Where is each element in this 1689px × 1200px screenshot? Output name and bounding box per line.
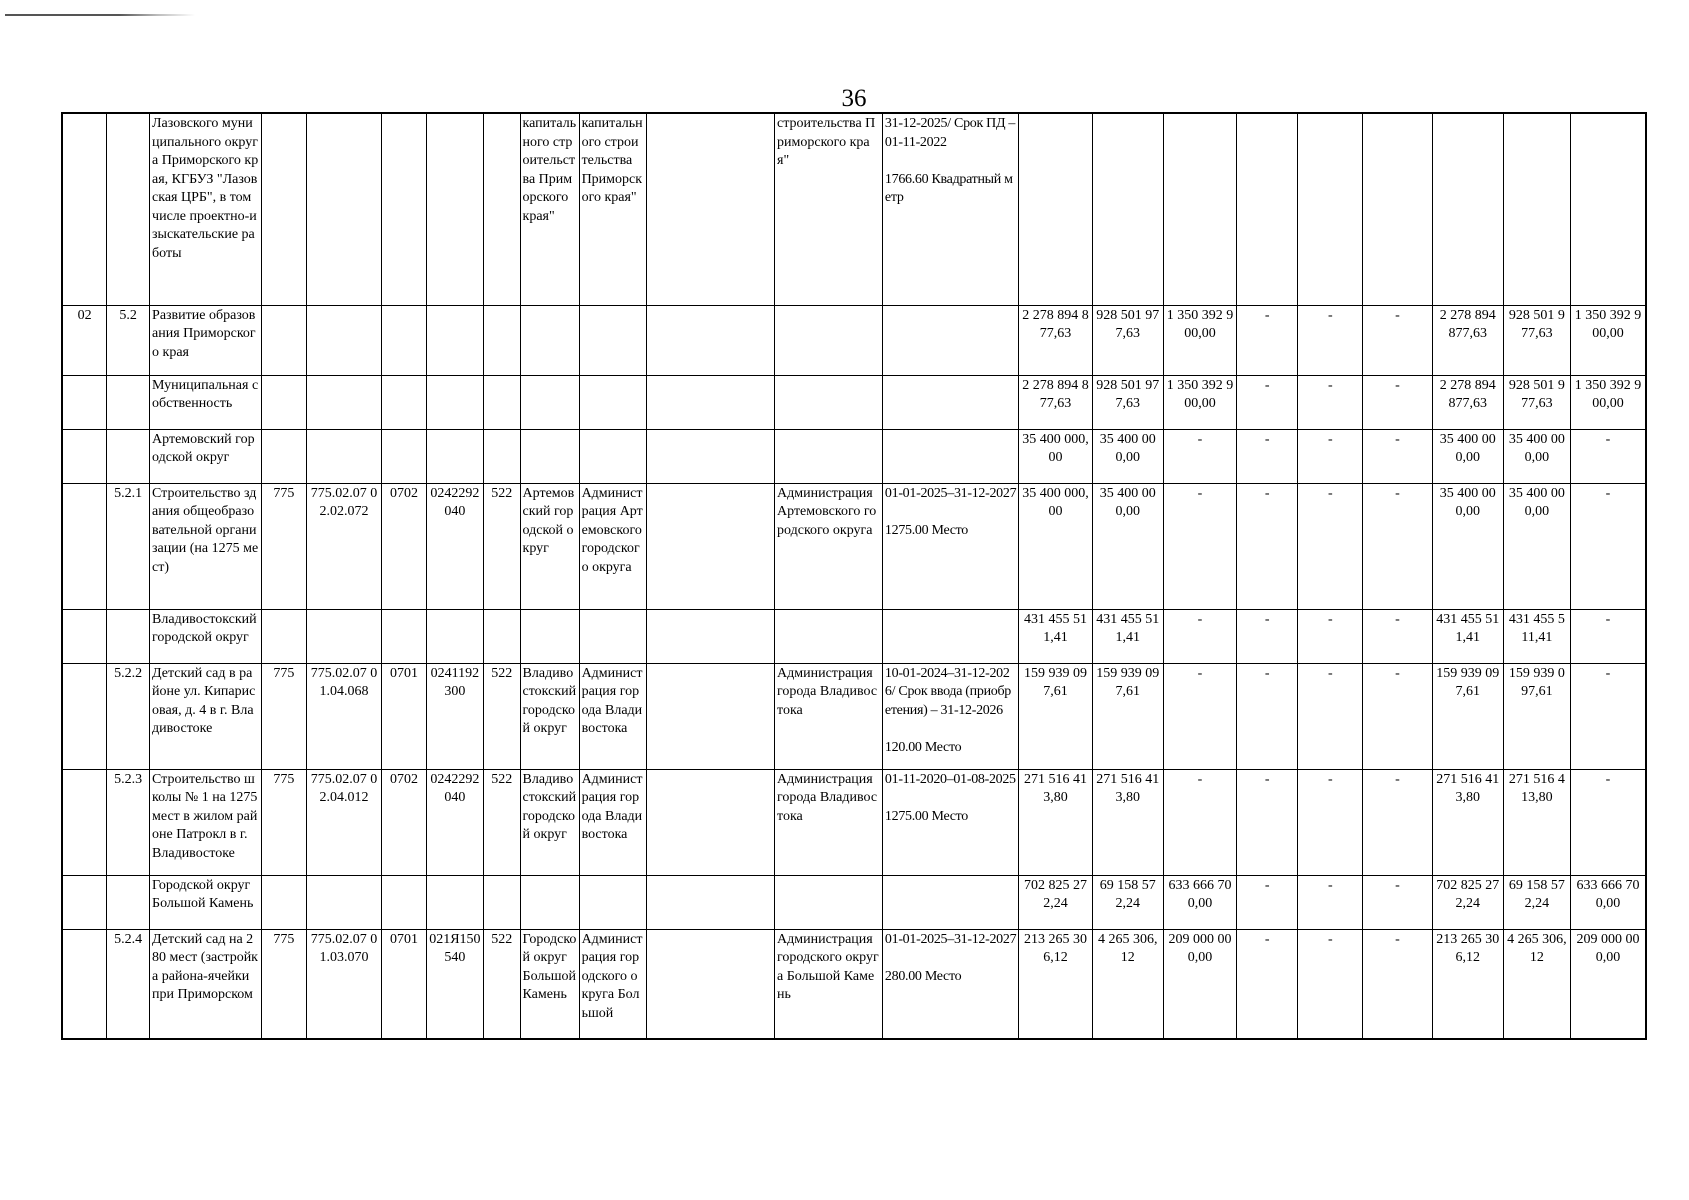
- dash-cell-1: -: [1237, 929, 1298, 1039]
- period-cell: 01-11-2020–01-08-2025 1275.00 Место: [882, 769, 1018, 875]
- table-row: [62, 483, 1646, 609]
- total-all-cell: 35 400 000,00: [1432, 483, 1503, 609]
- row-number-cell: [62, 769, 107, 875]
- object-name-cell: Владивостокский городской округ: [150, 609, 262, 663]
- table-row: [62, 929, 1646, 1039]
- grbs-code-cell: [262, 875, 307, 929]
- csr-code-cell: [306, 609, 381, 663]
- executor-cell: [775, 305, 883, 375]
- kcsr-code-cell: 0242292040: [426, 769, 483, 875]
- total-federal-cell: -: [1571, 663, 1646, 769]
- method-cell: [646, 875, 774, 929]
- kcsr-code-cell: [426, 875, 483, 929]
- csr-code-cell: 775.02.07 01.03.070: [306, 929, 381, 1039]
- total-regional-cell: 4 265 306,12: [1503, 929, 1570, 1039]
- value-federal-cell: -: [1163, 429, 1236, 483]
- vr-code-cell: [483, 875, 520, 929]
- object-name-cell: Строительство здания общеобразовательной организации (на 1275 мест): [150, 483, 262, 609]
- value-total-cell: 35 400 000,00: [1019, 429, 1092, 483]
- executor-cell: [775, 375, 883, 429]
- section-code-cell: [107, 875, 150, 929]
- dash-cell-2: -: [1298, 483, 1363, 609]
- period-cell: 01-01-2025–31-12-2027 1275.00 Место: [882, 483, 1018, 609]
- method-cell: [646, 375, 774, 429]
- total-all-cell: 431 455 511,41: [1432, 609, 1503, 663]
- section-code-cell: [107, 375, 150, 429]
- total-all-cell: 271 516 413,80: [1432, 769, 1503, 875]
- dash-cell-2: -: [1298, 663, 1363, 769]
- recipient-cell: [520, 305, 579, 375]
- dash-cell-2: -: [1298, 929, 1363, 1039]
- rz-code-cell: 0701: [382, 929, 427, 1039]
- value-federal-cell: -: [1163, 663, 1236, 769]
- method-cell: [646, 113, 774, 305]
- row-number-cell: [62, 483, 107, 609]
- dash-cell-1: -: [1237, 305, 1298, 375]
- total-federal-cell: 209 000 000,00: [1571, 929, 1646, 1039]
- grbs-code-cell: 775: [262, 929, 307, 1039]
- method-cell: [646, 663, 774, 769]
- row-number-cell: [62, 663, 107, 769]
- dash-cell-2: -: [1298, 375, 1363, 429]
- total-federal-cell: 1 350 392 900,00: [1571, 305, 1646, 375]
- kcsr-code-cell: [426, 113, 483, 305]
- recipient-cell: капитального строительства Приморского края": [520, 113, 579, 305]
- value-total-cell: 271 516 413,80: [1019, 769, 1092, 875]
- rz-code-cell: 0702: [382, 483, 427, 609]
- customer-cell: Администрация города Владивостока: [579, 663, 646, 769]
- object-name-cell: Лазовского муниципального округа Приморского края, КГБУЗ "Лазовская ЦРБ", в том числе проектно-изыскательские работы: [150, 113, 262, 305]
- total-all-cell: 702 825 272,24: [1432, 875, 1503, 929]
- method-cell: [646, 483, 774, 609]
- section-code-cell: [107, 429, 150, 483]
- recipient-cell: [520, 375, 579, 429]
- total-federal-cell: -: [1571, 769, 1646, 875]
- method-cell: [646, 769, 774, 875]
- table-row: [62, 875, 1646, 929]
- dash-cell-3: -: [1363, 875, 1432, 929]
- row-number-cell: [62, 609, 107, 663]
- total-regional-cell: 159 939 097,61: [1503, 663, 1570, 769]
- table-row: [62, 375, 1646, 429]
- table-row: [62, 769, 1646, 875]
- dash-cell-2: -: [1298, 429, 1363, 483]
- total-all-cell: 213 265 306,12: [1432, 929, 1503, 1039]
- dash-cell-1: -: [1237, 483, 1298, 609]
- csr-code-cell: [306, 875, 381, 929]
- grbs-code-cell: [262, 305, 307, 375]
- dash-cell-1: [1237, 113, 1298, 305]
- period-cell: [882, 875, 1018, 929]
- object-name-cell: Развитие образования Приморского края: [150, 305, 262, 375]
- dash-cell-3: -: [1363, 609, 1432, 663]
- row-number-cell: [62, 875, 107, 929]
- value-regional-cell: 928 501 977,63: [1092, 375, 1163, 429]
- customer-cell: Администрация городского округа Большой: [579, 929, 646, 1039]
- value-total-cell: 702 825 272,24: [1019, 875, 1092, 929]
- csr-code-cell: [306, 375, 381, 429]
- customer-cell: [579, 429, 646, 483]
- grbs-code-cell: [262, 609, 307, 663]
- total-federal-cell: -: [1571, 483, 1646, 609]
- period-cell: [882, 305, 1018, 375]
- total-all-cell: 159 939 097,61: [1432, 663, 1503, 769]
- recipient-cell: [520, 609, 579, 663]
- value-federal-cell: -: [1163, 769, 1236, 875]
- dash-cell-3: -: [1363, 375, 1432, 429]
- kcsr-code-cell: [426, 375, 483, 429]
- table-row: [62, 429, 1646, 483]
- dash-cell-2: -: [1298, 769, 1363, 875]
- csr-code-cell: 775.02.07 02.02.072: [306, 483, 381, 609]
- customer-cell: Администрация Артемовского городского округа: [579, 483, 646, 609]
- value-regional-cell: 159 939 097,61: [1092, 663, 1163, 769]
- table-body: [62, 113, 1646, 1039]
- executor-cell: [775, 609, 883, 663]
- value-federal-cell: 633 666 700,00: [1163, 875, 1236, 929]
- executor-cell: строительства Приморского края": [775, 113, 883, 305]
- recipient-cell: Городской округ Большой Камень: [520, 929, 579, 1039]
- total-federal-cell: 1 350 392 900,00: [1571, 375, 1646, 429]
- value-regional-cell: 928 501 977,63: [1092, 305, 1163, 375]
- total-regional-cell: 928 501 977,63: [1503, 305, 1570, 375]
- customer-cell: [579, 609, 646, 663]
- object-name-cell: Артемовский городской округ: [150, 429, 262, 483]
- value-total-cell: 431 455 511,41: [1019, 609, 1092, 663]
- dash-cell-3: -: [1363, 305, 1432, 375]
- rz-code-cell: 0702: [382, 769, 427, 875]
- value-federal-cell: [1163, 113, 1236, 305]
- dash-cell-3: -: [1363, 429, 1432, 483]
- executor-cell: Администрация городского округа Большой Камень: [775, 929, 883, 1039]
- total-federal-cell: 633 666 700,00: [1571, 875, 1646, 929]
- value-regional-cell: 35 400 000,00: [1092, 483, 1163, 609]
- period-cell: 31-12-2025/ Срок ПД – 01-11-2022 1766.60 Квадратный метр: [882, 113, 1018, 305]
- value-total-cell: 35 400 000,00: [1019, 483, 1092, 609]
- total-all-cell: [1432, 113, 1503, 305]
- total-federal-cell: -: [1571, 609, 1646, 663]
- row-number-cell: 02: [62, 305, 107, 375]
- rz-code-cell: [382, 609, 427, 663]
- value-total-cell: 213 265 306,12: [1019, 929, 1092, 1039]
- table-row: [62, 113, 1646, 305]
- kcsr-code-cell: [426, 429, 483, 483]
- grbs-code-cell: 775: [262, 769, 307, 875]
- total-federal-cell: -: [1571, 429, 1646, 483]
- kcsr-code-cell: 0241192300: [426, 663, 483, 769]
- value-federal-cell: 1 350 392 900,00: [1163, 375, 1236, 429]
- recipient-cell: [520, 429, 579, 483]
- total-regional-cell: 35 400 000,00: [1503, 429, 1570, 483]
- value-total-cell: 159 939 097,61: [1019, 663, 1092, 769]
- vr-code-cell: [483, 113, 520, 305]
- executor-cell: Администрация города Владивостока: [775, 663, 883, 769]
- method-cell: [646, 305, 774, 375]
- vr-code-cell: 522: [483, 769, 520, 875]
- total-all-cell: 2 278 894 877,63: [1432, 375, 1503, 429]
- csr-code-cell: [306, 113, 381, 305]
- total-all-cell: 35 400 000,00: [1432, 429, 1503, 483]
- recipient-cell: Владивостокский городской округ: [520, 663, 579, 769]
- kcsr-code-cell: [426, 609, 483, 663]
- object-name-cell: Детский сад на 280 мест (застройка района-ячейки при Приморском: [150, 929, 262, 1039]
- value-total-cell: [1019, 113, 1092, 305]
- rz-code-cell: [382, 375, 427, 429]
- value-federal-cell: 209 000 000,00: [1163, 929, 1236, 1039]
- vr-code-cell: [483, 609, 520, 663]
- row-number-cell: [62, 375, 107, 429]
- customer-cell: [579, 875, 646, 929]
- object-name-cell: Муниципальная собственность: [150, 375, 262, 429]
- vr-code-cell: 522: [483, 483, 520, 609]
- table-row: [62, 609, 1646, 663]
- method-cell: [646, 929, 774, 1039]
- recipient-cell: Артемовский городской округ: [520, 483, 579, 609]
- section-code-cell: 5.2: [107, 305, 150, 375]
- value-regional-cell: [1092, 113, 1163, 305]
- dash-cell-3: -: [1363, 769, 1432, 875]
- grbs-code-cell: [262, 113, 307, 305]
- customer-cell: [579, 375, 646, 429]
- total-all-cell: 2 278 894 877,63: [1432, 305, 1503, 375]
- budget-table: [61, 112, 1647, 1040]
- rz-code-cell: [382, 305, 427, 375]
- csr-code-cell: 775.02.07 01.04.068: [306, 663, 381, 769]
- total-regional-cell: 35 400 000,00: [1503, 483, 1570, 609]
- customer-cell: капитального строительства Приморского края": [579, 113, 646, 305]
- csr-code-cell: 775.02.07 02.04.012: [306, 769, 381, 875]
- section-code-cell: [107, 609, 150, 663]
- value-total-cell: 2 278 894 877,63: [1019, 375, 1092, 429]
- total-regional-cell: 928 501 977,63: [1503, 375, 1570, 429]
- table-row: [62, 305, 1646, 375]
- dash-cell-3: -: [1363, 483, 1432, 609]
- rz-code-cell: [382, 429, 427, 483]
- executor-cell: [775, 429, 883, 483]
- rz-code-cell: [382, 875, 427, 929]
- value-total-cell: 2 278 894 877,63: [1019, 305, 1092, 375]
- total-federal-cell: [1571, 113, 1646, 305]
- value-federal-cell: -: [1163, 483, 1236, 609]
- total-regional-cell: 271 516 413,80: [1503, 769, 1570, 875]
- vr-code-cell: 522: [483, 929, 520, 1039]
- dash-cell-1: -: [1237, 375, 1298, 429]
- customer-cell: Администрация города Владивостока: [579, 769, 646, 875]
- period-cell: 10-01-2024–31-12-2026/ Срок ввода (приобретения) – 31-12-2026 120.00 Место: [882, 663, 1018, 769]
- dash-cell-3: -: [1363, 663, 1432, 769]
- total-regional-cell: [1503, 113, 1570, 305]
- dash-cell-2: [1298, 113, 1363, 305]
- vr-code-cell: [483, 305, 520, 375]
- executor-cell: Администрация города Владивостока: [775, 769, 883, 875]
- object-name-cell: Городской округ Большой Камень: [150, 875, 262, 929]
- vr-code-cell: [483, 375, 520, 429]
- dash-cell-2: -: [1298, 609, 1363, 663]
- vr-code-cell: [483, 429, 520, 483]
- customer-cell: [579, 305, 646, 375]
- value-regional-cell: 35 400 000,00: [1092, 429, 1163, 483]
- period-cell: [882, 609, 1018, 663]
- kcsr-code-cell: 0242292040: [426, 483, 483, 609]
- section-code-cell: [107, 113, 150, 305]
- section-code-cell: 5.2.2: [107, 663, 150, 769]
- dash-cell-3: [1363, 113, 1432, 305]
- period-cell: 01-01-2025–31-12-2027 280.00 Место: [882, 929, 1018, 1039]
- section-code-cell: 5.2.3: [107, 769, 150, 875]
- recipient-cell: [520, 875, 579, 929]
- method-cell: [646, 609, 774, 663]
- total-regional-cell: 69 158 572,24: [1503, 875, 1570, 929]
- row-number-cell: [62, 429, 107, 483]
- recipient-cell: Владивостокский городской округ: [520, 769, 579, 875]
- csr-code-cell: [306, 305, 381, 375]
- dash-cell-1: -: [1237, 663, 1298, 769]
- dash-cell-1: -: [1237, 429, 1298, 483]
- object-name-cell: Детский сад в районе ул. Кипарисовая, д. 4 в г. Владивостоке: [150, 663, 262, 769]
- value-regional-cell: 4 265 306,12: [1092, 929, 1163, 1039]
- value-federal-cell: 1 350 392 900,00: [1163, 305, 1236, 375]
- grbs-code-cell: [262, 375, 307, 429]
- kcsr-code-cell: [426, 305, 483, 375]
- row-number-cell: [62, 113, 107, 305]
- value-federal-cell: -: [1163, 609, 1236, 663]
- period-cell: [882, 429, 1018, 483]
- table-row: [62, 663, 1646, 769]
- scan-artifact-line: [5, 14, 195, 16]
- dash-cell-1: -: [1237, 875, 1298, 929]
- executor-cell: [775, 875, 883, 929]
- page-number: 36: [841, 85, 867, 112]
- section-code-cell: 5.2.1: [107, 483, 150, 609]
- value-regional-cell: 271 516 413,80: [1092, 769, 1163, 875]
- value-regional-cell: 431 455 511,41: [1092, 609, 1163, 663]
- dash-cell-2: -: [1298, 875, 1363, 929]
- grbs-code-cell: 775: [262, 663, 307, 769]
- dash-cell-1: -: [1237, 769, 1298, 875]
- rz-code-cell: [382, 113, 427, 305]
- period-cell: [882, 375, 1018, 429]
- dash-cell-2: -: [1298, 305, 1363, 375]
- object-name-cell: Строительство школы № 1 на 1275 мест в жилом районе Патрокл в г. Владивостоке: [150, 769, 262, 875]
- csr-code-cell: [306, 429, 381, 483]
- dash-cell-1: -: [1237, 609, 1298, 663]
- executor-cell: Администрация Артемовского городского округа: [775, 483, 883, 609]
- method-cell: [646, 429, 774, 483]
- value-regional-cell: 69 158 572,24: [1092, 875, 1163, 929]
- grbs-code-cell: 775: [262, 483, 307, 609]
- vr-code-cell: 522: [483, 663, 520, 769]
- total-regional-cell: 431 455 511,41: [1503, 609, 1570, 663]
- row-number-cell: [62, 929, 107, 1039]
- rz-code-cell: 0701: [382, 663, 427, 769]
- grbs-code-cell: [262, 429, 307, 483]
- dash-cell-3: -: [1363, 929, 1432, 1039]
- section-code-cell: 5.2.4: [107, 929, 150, 1039]
- kcsr-code-cell: 021Я150540: [426, 929, 483, 1039]
